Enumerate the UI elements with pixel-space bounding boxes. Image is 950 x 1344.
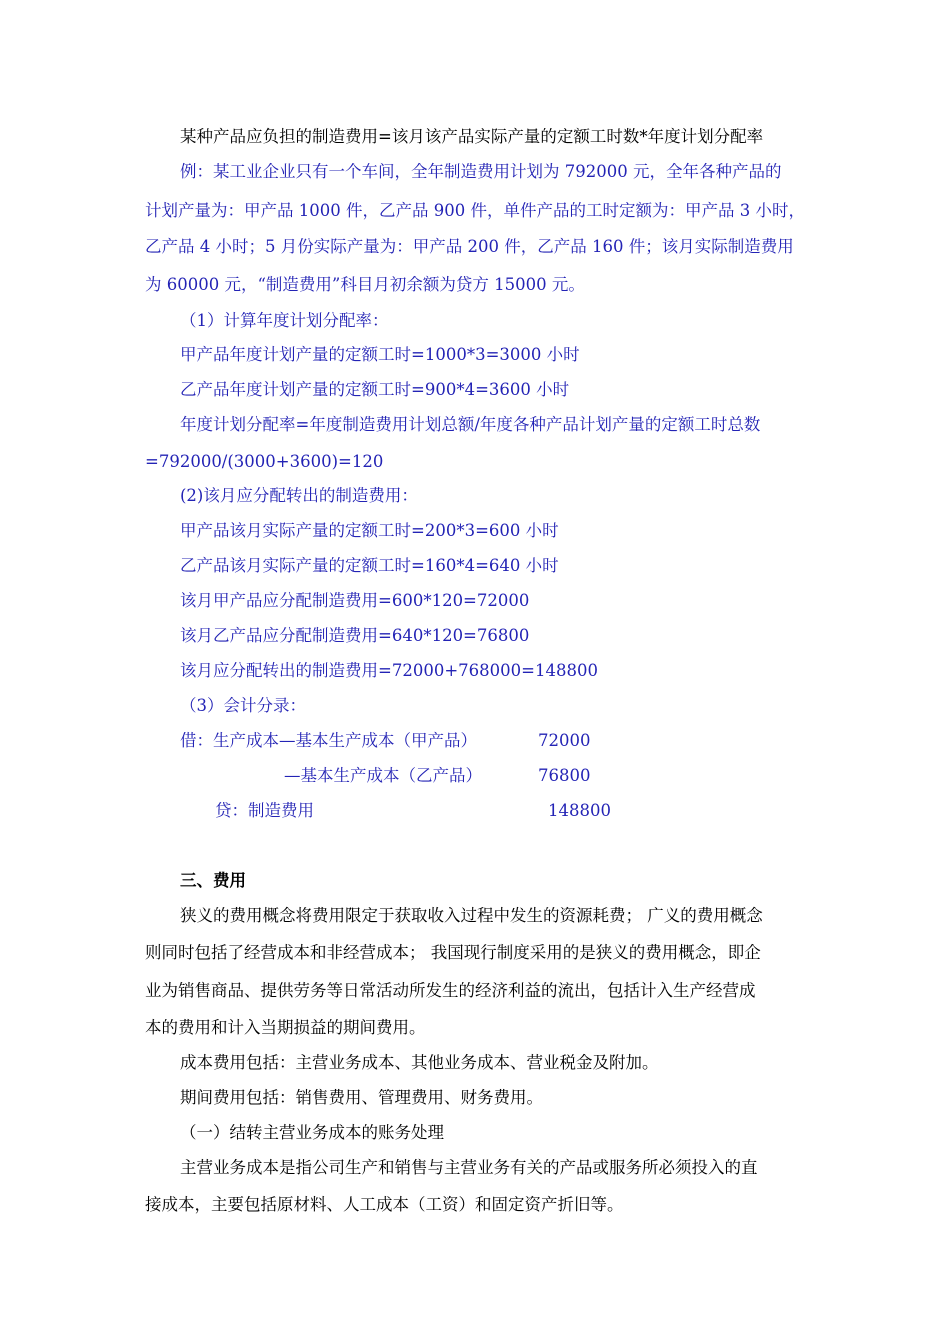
journal-debit-1-amount: 72000 xyxy=(538,731,591,750)
section-3-para1-line-1: 狭义的费用概念将费用限定于获取收入过程中发生的资源耗费； 广义的费用概念 xyxy=(180,906,763,925)
step2-total: 该月应分配转出的制造费用=72000+768000=148800 xyxy=(180,661,598,680)
section-3-para2-line-1: 主营业务成本是指公司生产和销售与主营业务有关的产品或服务所必须投入的直 xyxy=(180,1158,758,1177)
step2-heading: (2)该月应分配转出的制造费用： xyxy=(180,486,418,505)
cost-items: 成本费用包括：主营业务成本、其他业务成本、营业税金及附加。 xyxy=(180,1053,659,1072)
example-line-4: 为 60000 元，“制造费用”科目月初余额为贷方 15000 元。 xyxy=(145,275,585,294)
example-line-3: 乙产品 4 小时；5 月份实际产量为：甲产品 200 件，乙产品 160 件；该月实际制造费用 xyxy=(145,237,794,256)
journal-debit-1-label: 借：生产成本—基本生产成本（甲产品） xyxy=(180,731,477,750)
example-line-2: 计划产量为：甲产品 1000 件，乙产品 900 件，单件产品的工时定额为：甲产品 3 小时， xyxy=(145,201,805,220)
intro-formula: 某种产品应负担的制造费用=该月该产品实际产量的定额工时数*年度计划分配率 xyxy=(180,127,764,146)
journal-credit-amount: 148800 xyxy=(548,801,611,820)
step1-rate-formula: 年度计划分配率=年度制造费用计划总额/年度各种产品计划产量的定额工时总数 xyxy=(180,415,761,434)
step3-heading: （3）会计分录： xyxy=(180,696,306,715)
section-3-title: 三、费用 xyxy=(180,871,246,890)
journal-debit-2-amount: 76800 xyxy=(538,766,591,785)
step1-jia: 甲产品年度计划产量的定额工时=1000*3=3000 小时 xyxy=(180,345,580,364)
section-3-para1-line-2: 则同时包括了经营成本和非经营成本； 我国现行制度采用的是狭义的费用概念，即企 xyxy=(145,943,761,962)
step2-yi-hours: 乙产品该月实际产量的定额工时=160*4=640 小时 xyxy=(180,556,559,575)
period-items: 期间费用包括：销售费用、管理费用、财务费用。 xyxy=(180,1088,543,1107)
step1-rate-result: =792000/(3000+3600)=120 xyxy=(145,452,384,471)
section-3-para2-line-2: 接成本，主要包括原材料、人工成本（工资）和固定资产折旧等。 xyxy=(145,1195,624,1214)
step2-jia-hours: 甲产品该月实际产量的定额工时=200*3=600 小时 xyxy=(180,521,559,540)
sub-heading-1: （一）结转主营业务成本的账务处理 xyxy=(180,1123,444,1142)
step1-yi: 乙产品年度计划产量的定额工时=900*4=3600 小时 xyxy=(180,380,570,399)
example-line-1: 例：某工业企业只有一个车间，全年制造费用计划为 792000 元，全年各种产品的 xyxy=(180,162,782,181)
step1-heading: （1）计算年度计划分配率： xyxy=(180,311,389,330)
journal-debit-2-label: —基本生产成本（乙产品） xyxy=(284,766,482,785)
step2-yi-cost: 该月乙产品应分配制造费用=640*120=76800 xyxy=(180,626,530,645)
step2-jia-cost: 该月甲产品应分配制造费用=600*120=72000 xyxy=(180,591,530,610)
journal-credit-label: 贷：制造费用 xyxy=(215,801,314,820)
section-3-para1-line-4: 本的费用和计入当期损益的期间费用。 xyxy=(145,1018,426,1037)
section-3-para1-line-3: 业为销售商品、提供劳务等日常活动所发生的经济利益的流出，包括计入生产经营成 xyxy=(145,981,756,1000)
